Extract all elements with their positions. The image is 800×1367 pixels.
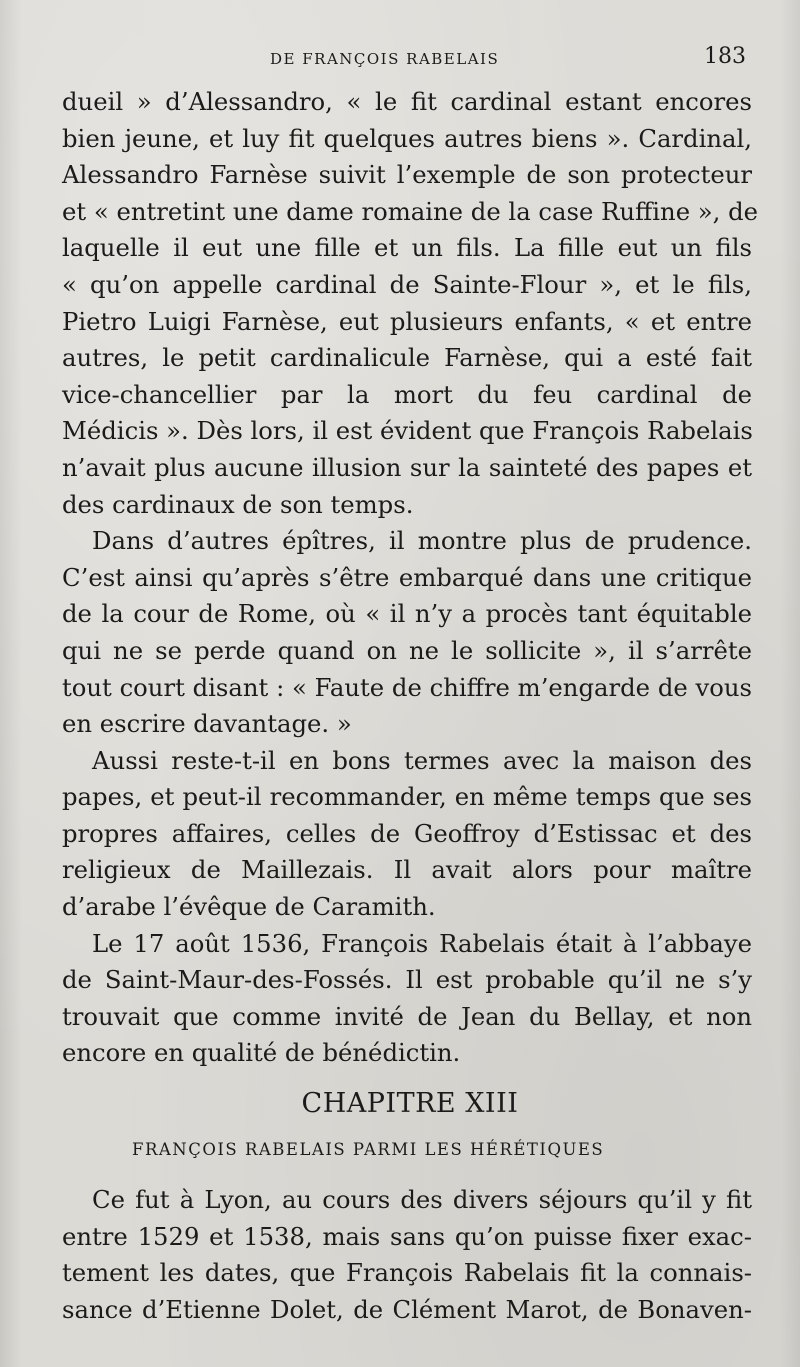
text-line: Dans d’autres épîtres, il montre plus de prudence. <box>92 526 752 556</box>
text-line: entre 1529 et 1538, mais sans qu’on puisse fixer exac- <box>62 1221 752 1251</box>
chapter-body-text <box>62 1182 752 1328</box>
body-text <box>62 84 759 1072</box>
text-line: Médicis ». Dès lors, il est évident que François Rabelais <box>62 416 753 446</box>
text-line: propres affaires, celles de Geoffroy d’Estissac et des <box>62 818 752 848</box>
chapter-title: CHAPITRE XIII <box>301 1088 519 1119</box>
text-line: en escrire davantage. » <box>62 709 352 739</box>
text-line: bien jeune, et luy fit quelques autres biens ». Cardinal, <box>62 123 752 153</box>
text-line: Le 17 août 1536, François Rabelais était à l’abbaye <box>92 928 752 958</box>
text-line: des cardinaux de son temps. <box>62 489 414 519</box>
text-line: trouvait que comme invité de Jean du Bellay, et non <box>62 1001 752 1031</box>
text-line: dueil » d’Alessandro, « le fit cardinal estant encores <box>62 87 752 116</box>
text-line: religieux de Maillezais. Il avait alors pour maître <box>62 855 752 885</box>
text-line: autres, le petit cardinalicule Farnèse, qui a esté fait <box>62 343 752 373</box>
text-line: n’avait plus aucune illusion sur la sainteté des papes et <box>62 452 752 482</box>
text-line: Ce fut à Lyon, au cours des divers séjours qu’il y fit <box>92 1185 752 1214</box>
chapter-heading <box>0 1088 800 1159</box>
running-head: DE FRANÇOIS RABELAIS <box>270 50 500 68</box>
text-line: d’arabe l’évêque de Caramith. <box>62 892 436 922</box>
text-line: de Saint-Maur-des-Fossés. Il est probable qu’il ne s’y <box>62 965 752 995</box>
chapter-subtitle: FRANÇOIS RABELAIS PARMI LES HÉRÉTIQUES <box>132 1140 605 1159</box>
text-line: de la cour de Rome, où « il n’y a procès tant équitable <box>62 599 752 629</box>
text-line: qui ne se perde quand on ne le sollicite », il s’arrête <box>62 635 752 665</box>
text-line: Alessandro Farnèse suivit l’exemple de son protecteur <box>62 160 752 190</box>
page-header <box>0 44 800 74</box>
text-line: encore en qualité de bénédictin. <box>62 1038 461 1068</box>
text-line: et « entretint une dame romaine de la case Ruffine », de <box>62 196 759 226</box>
text-line: « qu’on appelle cardinal de Sainte-Flour », et le fils, <box>62 269 752 299</box>
page-number: 183 <box>704 44 746 69</box>
text-line: C’est ainsi qu’après s’être embarqué dans une critique <box>62 562 752 592</box>
text-line: laquelle il eut une fille et un fils. La fille eut un fils <box>62 233 752 263</box>
text-line: sance d’Etienne Dolet, de Clément Marot, de Bonaven- <box>62 1294 752 1324</box>
text-line: tement les dates, que François Rabelais fit la connais- <box>62 1258 752 1288</box>
text-line: Aussi reste-t-il en bons termes avec la maison des <box>92 745 752 775</box>
text-line: Pietro Luigi Farnèse, eut plusieurs enfants, « et entre <box>62 306 752 336</box>
text-line: vice-chancellier par la mort du feu cardinal de <box>62 379 752 409</box>
text-line: papes, et peut-il recommander, en même temps que ses <box>62 782 752 812</box>
text-line: tout court disant : « Faute de chiffre m’engarde de vous <box>62 672 752 702</box>
